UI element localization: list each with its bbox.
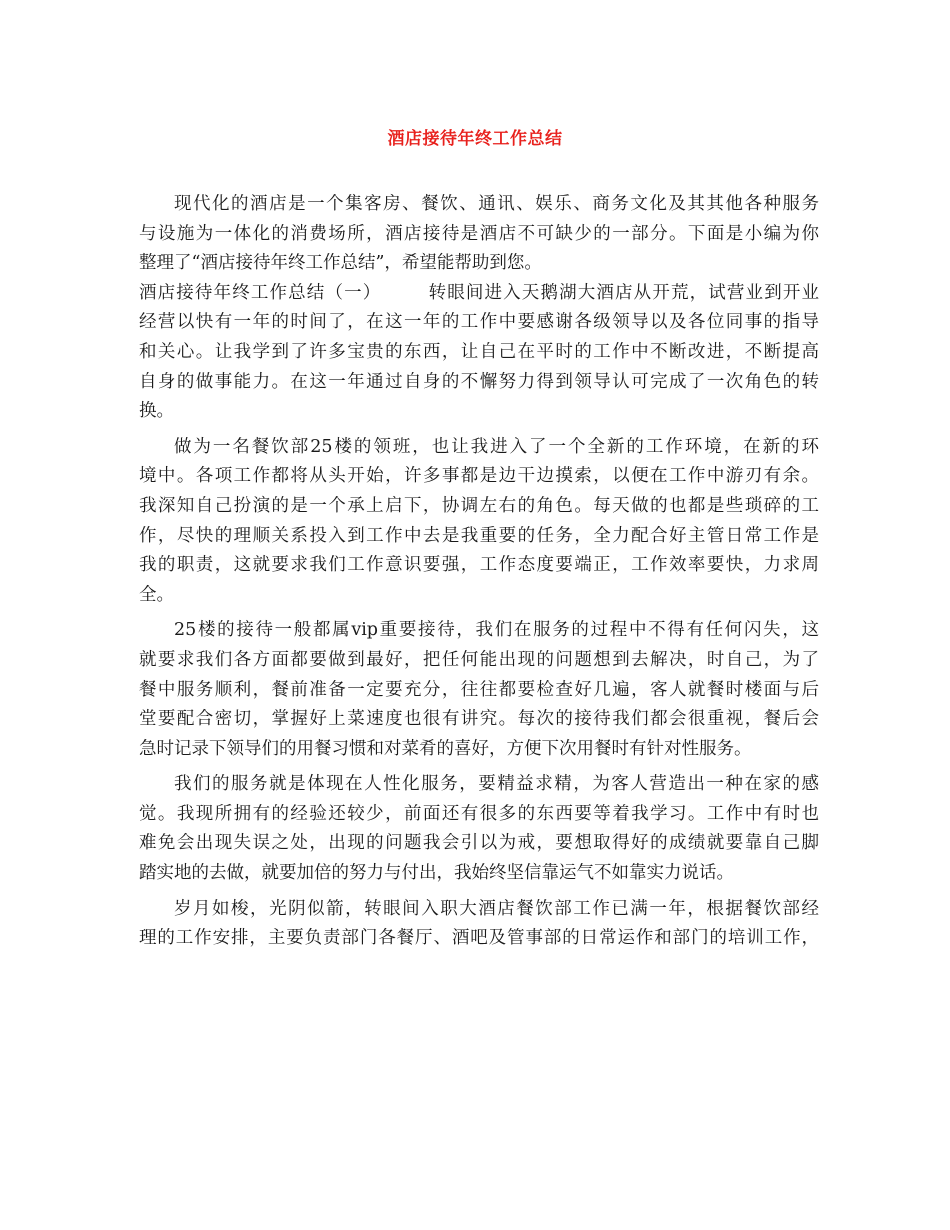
paragraph-line: 餐中服务顺利，餐前准备一定要充分，往往都要检查好几遍，客人就餐时楼面与后	[139, 679, 819, 700]
paragraph-line: 堂要配合密切，掌握好上菜速度也很有讲究。每次的接待我们都会很重视，餐后会	[139, 709, 819, 730]
paragraph-line: 理的工作安排，主要负责部门各餐厅、酒吧及管事部的日常运作和部门的培训工作，	[139, 928, 819, 949]
paragraph-line: 全。	[139, 584, 174, 605]
paragraph-line: 觉。我现所拥有的经验还较少，前面还有很多的东西要等着我学习。工作中有时也	[139, 803, 819, 824]
paragraph-line: 25楼的接待一般都属vip重要接待，我们在服务的过程中不得有任何闪失，这	[174, 620, 819, 641]
paragraph-line: 急时记录下领导们的用餐习惯和对菜肴的喜好，方便下次用餐时有针对性服务。	[139, 738, 752, 759]
paragraph-line: 酒店接待年终工作总结（一） 转眼间进入天鹅湖大酒店从开荒，试营业到开业	[139, 282, 819, 303]
paragraph-line: 和关心。让我学到了许多宝贵的东西，让自己在平时的工作中不断改进，不断提高	[139, 341, 819, 362]
paragraph-line: 就要求我们各方面都要做到最好，把任何能出现的问题想到去解决，时自己，为了	[139, 649, 819, 670]
paragraph-line: 现代化的酒店是一个集客房、餐饮、通讯、娱乐、商务文化及其其他各种服务	[174, 194, 819, 214]
paragraph-line: 自身的做事能力。在这一年通过自身的不懈努力得到领导认可完成了一次角色的转	[139, 371, 819, 392]
paragraph-line: 经营以快有一年的时间了，在这一年的工作中要感谢各级领导以及各位同事的指导	[139, 312, 819, 333]
document-body	[139, 190, 819, 954]
paragraph-line: 作，尽快的理顺关系投入到工作中去是我重要的任务，全力配合好主管日常工作是	[139, 525, 819, 546]
paragraph-line: 整理了“酒店接待年终工作总结”，希望能帮助到您。	[139, 253, 542, 274]
paragraph-line: 踏实地的去做，就要加倍的努力与付出，我始终坚信靠运气不如靠实力说话。	[139, 863, 734, 884]
paragraph-line: 境中。各项工作都将从头开始，许多事都是边干边摸索，以便在工作中游刃有余。	[139, 466, 819, 487]
paragraph-line: 换。	[139, 401, 174, 422]
document-title: 酒店接待年终工作总结	[387, 129, 563, 149]
paragraph-line: 岁月如梭，光阴似箭，转眼间入职大酒店餐饮部工作已满一年，根据餐饮部经	[174, 898, 819, 919]
paragraph-line: 与设施为一体化的消费场所，酒店接待是酒店不可缺少的一部分。下面是小编为你	[139, 223, 819, 244]
paragraph-line: 我的职责，这就要求我们工作意识要强，工作态度要端正，工作效率要快，力求周	[139, 555, 819, 576]
paragraph-line: 难免会出现失误之处，出现的问题我会引以为戒，要想取得好的成绩就要靠自己脚	[139, 833, 819, 854]
paragraph-line: 做为一名餐饮部25楼的领班，也让我进入了一个全新的工作环境，在新的环	[174, 436, 819, 457]
paragraph-line: 我深知自己扮演的是一个承上启下，协调左右的角色。每天做的也都是些琐碎的工	[139, 495, 819, 516]
paragraph-line: 我们的服务就是体现在人性化服务，要精益求精，为客人营造出一种在家的感	[174, 774, 819, 795]
